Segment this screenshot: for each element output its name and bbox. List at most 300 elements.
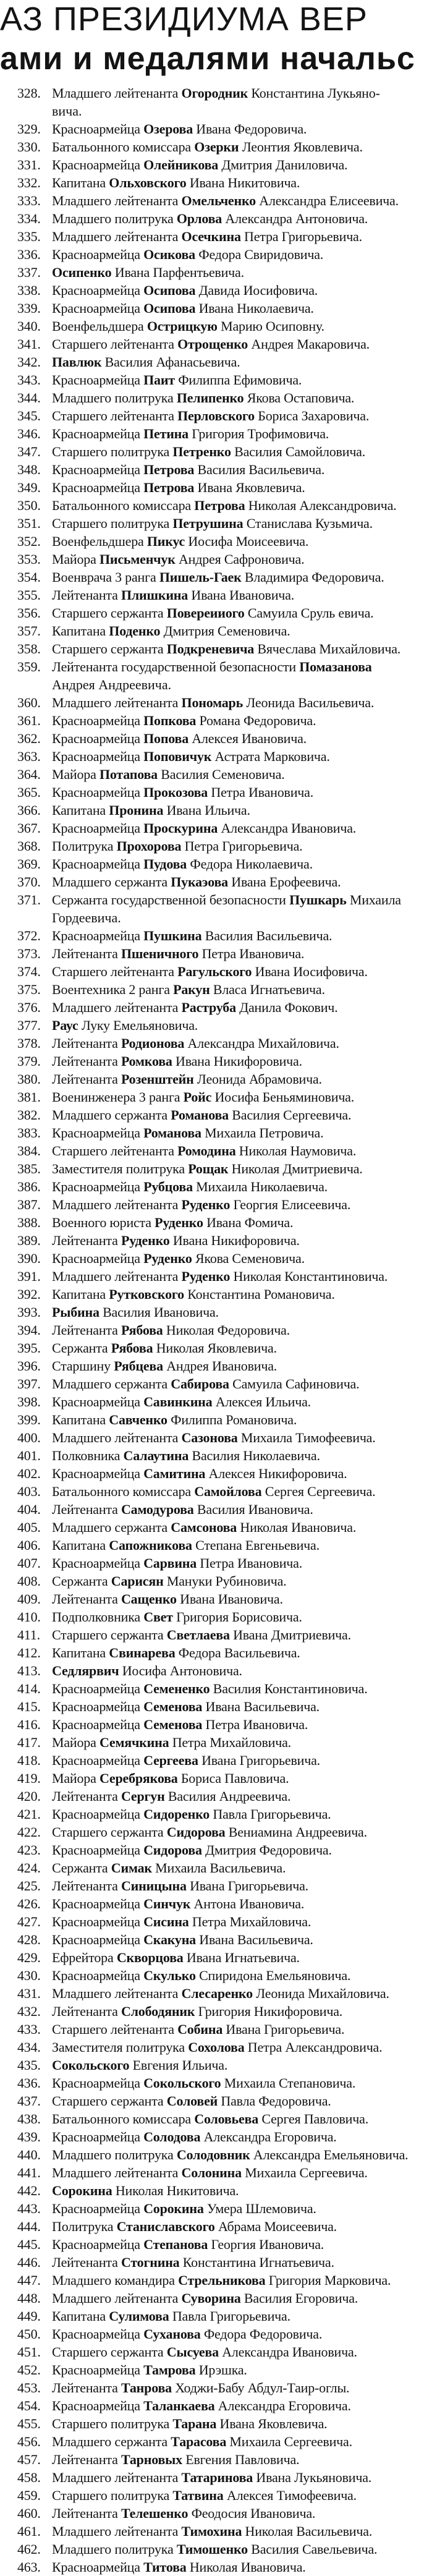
given-names: Ирэшка.	[195, 2362, 247, 2378]
rank-text: Младшего лейтенанта	[52, 193, 182, 208]
given-names: Ивана Ивановича.	[176, 1591, 283, 1607]
surname: Танрова	[121, 2380, 172, 2395]
rank-text: Сержанта	[52, 1340, 111, 1356]
rank-text: Красноармейца	[52, 2237, 144, 2252]
item-text	[52, 2326, 322, 2342]
given-names: Николая Никитовича.	[112, 2183, 239, 2198]
rank-text: Старшего политрука	[52, 2416, 173, 2431]
given-names: Михаила Степановича.	[221, 2075, 356, 2091]
decree-subheading: ами и медалями начальс	[0, 41, 415, 77]
given-names: Леонида Михайловича.	[252, 1986, 389, 2001]
item-text	[52, 713, 316, 728]
given-names: Федора Федоровича.	[200, 2326, 323, 2342]
rank-text: Лейтенанта	[52, 1788, 121, 1804]
given-names: Николая Федоровича.	[163, 1322, 290, 1338]
item-text	[52, 1304, 219, 1320]
given-names: Николая Ивановича.	[186, 2559, 306, 2575]
list-item	[0, 2558, 445, 2576]
item-text	[52, 749, 330, 764]
list-item	[0, 263, 445, 281]
surname: Самойлова	[194, 1484, 262, 1499]
rank-text: Лейтенанта	[52, 2004, 121, 2019]
item-number: 331.	[17, 157, 41, 172]
rank-text: Красноармейца	[52, 2326, 144, 2342]
item-text	[52, 820, 356, 836]
given-names: Николая Ивановича.	[237, 1520, 357, 1535]
given-names: Ивана Ильича.	[163, 802, 250, 818]
item-text	[52, 1555, 302, 1571]
item-number: 403.	[17, 1484, 41, 1499]
item-text	[52, 1717, 308, 1732]
surname: Прохорова	[116, 838, 182, 854]
item-number: 385.	[17, 1161, 41, 1176]
item-number: 454.	[17, 2398, 41, 2413]
given-names: Леонида Абрамовича.	[193, 1071, 322, 1087]
rank-text: Красноармейца	[52, 480, 144, 495]
item-text	[52, 2039, 382, 2055]
item-number: 404.	[17, 1502, 41, 1517]
list-item	[0, 1052, 445, 1070]
given-names: Ивана Григорьевича.	[186, 1878, 308, 1894]
list-item	[0, 1429, 445, 1447]
list-item	[0, 478, 445, 496]
item-text	[52, 1681, 368, 1696]
surname: Отрощенко	[177, 336, 248, 352]
item-text	[52, 856, 313, 872]
item-number: 387.	[17, 1197, 41, 1212]
given-names: Александра Антоновича.	[222, 211, 368, 226]
surname: Осечкина	[181, 229, 241, 244]
item-number: 413.	[17, 1663, 41, 1678]
surname: Руденко	[181, 1269, 231, 1284]
surname: Сидорова	[143, 1842, 202, 1858]
item-text	[52, 1591, 283, 1607]
given-names: Иосифа Антоновича.	[119, 1663, 242, 1678]
surname: Перловского	[177, 408, 255, 423]
item-text	[52, 1770, 289, 1786]
rank-text: Красноармейца	[52, 157, 144, 172]
surname: Пушкина	[143, 928, 202, 943]
given-names: Николая Дмитриевича.	[228, 1161, 363, 1176]
item-number: 353.	[17, 551, 41, 567]
item-number: 459.	[17, 2488, 41, 2503]
list-item	[0, 2200, 445, 2217]
item-number: 378.	[17, 1035, 41, 1051]
list-item	[0, 2289, 445, 2307]
given-names: Александра Михайловича.	[184, 1035, 339, 1051]
item-text	[52, 2093, 331, 2109]
surname: Слесаренко	[181, 1986, 253, 2001]
rank-text: Старшего политрука	[52, 2488, 173, 2503]
surname: Острицкую	[146, 318, 218, 334]
rank-text: Майора	[52, 1770, 100, 1786]
item-number: 388.	[17, 1215, 41, 1230]
rank-text: Старшего лейтенанта	[52, 964, 178, 979]
given-names: Петра Михайловича.	[169, 1735, 291, 1750]
list-item	[0, 1142, 445, 1160]
item-number: 422.	[17, 1824, 41, 1840]
item-number: 354.	[17, 569, 41, 585]
list-item	[0, 1303, 445, 1321]
item-text	[52, 928, 332, 943]
surname: Сазонова	[181, 1430, 238, 1445]
item-text	[52, 1860, 286, 1876]
item-text	[52, 498, 396, 513]
rank-text: Подполковника	[52, 1609, 144, 1625]
rank-text: Красноармейца	[52, 2129, 144, 2145]
rank-text: Военврача 3 ранга	[52, 569, 159, 585]
item-text	[52, 874, 341, 890]
surname: Скулько	[143, 1968, 196, 1983]
rank-text: Батальонного комиссара	[52, 1484, 195, 1499]
item-number: 359.	[17, 659, 41, 674]
item-number: 396.	[17, 1358, 41, 1374]
item-text	[52, 2111, 368, 2127]
rank-text: Красноармейца	[52, 1555, 144, 1571]
item-text	[52, 1197, 350, 1212]
given-names: Михаила Васильевича.	[151, 1860, 286, 1876]
rank-text: Красноармейца	[52, 462, 144, 477]
rank-text: Красноармейца	[52, 1914, 144, 1929]
item-number: 372.	[17, 928, 41, 943]
list-item	[0, 550, 445, 568]
item-number: 358.	[17, 641, 41, 657]
item-number: 405.	[17, 1520, 41, 1535]
list-item	[0, 1931, 445, 1949]
item-text	[52, 1484, 375, 1499]
list-item	[0, 640, 445, 658]
item-text	[52, 731, 307, 746]
surname: Озерки	[194, 139, 239, 155]
rank-text: Красноармейца	[52, 1842, 144, 1858]
list-item	[0, 1447, 445, 1464]
list-item	[0, 1590, 445, 1608]
list-item	[0, 622, 445, 640]
item-number: 435.	[17, 2057, 41, 2073]
item-text	[52, 1627, 351, 1643]
item-number: 356.	[17, 605, 41, 621]
rank-text: Красноармейца	[52, 1932, 144, 1947]
list-item	[0, 1966, 445, 1984]
rank-text: Младшего лейтенанта	[52, 2470, 182, 2485]
item-number: 437.	[17, 2093, 41, 2109]
surname: Попкова	[143, 713, 197, 728]
item-number: 444.	[17, 2219, 41, 2234]
list-item	[0, 2110, 445, 2128]
item-text	[52, 1286, 335, 1302]
list-item	[0, 747, 445, 765]
given-names: Дмитрия Даниловича.	[218, 157, 348, 172]
item-text	[52, 605, 373, 621]
list-item	[0, 1536, 445, 1554]
item-text	[52, 1914, 311, 1929]
list-item	[0, 1644, 445, 1662]
item-text	[52, 2272, 391, 2288]
given-names: Данила Фокович.	[235, 1000, 338, 1015]
list-item	[0, 604, 445, 622]
item-text	[52, 2255, 334, 2270]
list-item	[0, 765, 445, 783]
item-number: 430.	[17, 1968, 41, 1983]
item-number: 447.	[17, 2272, 41, 2288]
item-number: 376.	[17, 1000, 41, 1015]
surname: Олейникова	[143, 157, 219, 172]
item-number: 418.	[17, 1753, 41, 1768]
item-number: 380.	[17, 1071, 41, 1087]
given-names: Иосифа Моисеевича.	[185, 533, 309, 549]
rank-text: Красноармейца	[52, 1806, 144, 1822]
rank-text: Лейтенанта	[52, 1233, 121, 1248]
item-number: 406.	[17, 1537, 41, 1553]
item-number: 411.	[17, 1627, 40, 1643]
surname: Прокозова	[143, 784, 208, 800]
item-text	[52, 1896, 304, 1911]
item-number: 453.	[17, 2380, 41, 2395]
given-names: Ивана Федоровича.	[193, 121, 307, 137]
rank-text: Красноармейца	[52, 731, 144, 746]
list-item	[0, 1787, 445, 1805]
given-names: Павла Федоровича.	[218, 2093, 331, 2109]
given-names: Ивана Григорьевича.	[222, 2021, 345, 2037]
list-item	[0, 1823, 445, 1841]
item-text	[52, 318, 324, 334]
list-item	[0, 2379, 445, 2397]
surname: Пикус	[146, 533, 185, 549]
list-item	[0, 2146, 445, 2164]
list-item	[0, 1608, 445, 1626]
rank-text: Лейтенанта	[52, 1035, 121, 1051]
item-text	[52, 2165, 368, 2180]
given-names: Ивана Васильевича.	[195, 1932, 313, 1947]
list-item	[0, 2217, 445, 2235]
item-text	[52, 390, 354, 406]
item-text	[52, 1878, 308, 1894]
surname: Семенова	[143, 1717, 203, 1732]
rank-text: Полковника	[52, 1448, 124, 1463]
item-text	[52, 2380, 349, 2395]
item-text	[52, 1394, 311, 1409]
surname: Руденко	[121, 1233, 170, 1248]
item-number: 391.	[17, 1269, 41, 1284]
given-names: Ивана Лукьяновича.	[253, 2470, 372, 2485]
rank-text: Младшего сержанта	[52, 2434, 171, 2449]
item-text	[52, 1340, 277, 1356]
surname: Сохолова	[188, 2039, 245, 2055]
rank-text: Сержанта государственной безопасности	[52, 892, 290, 908]
surname: Пушкарь	[289, 892, 347, 908]
item-text	[52, 767, 285, 782]
list-item	[0, 245, 445, 263]
rank-text: Младшего лейтенанта	[52, 1986, 182, 2001]
rank-text: Старшего сержанта	[52, 1824, 167, 1840]
item-text	[52, 2416, 327, 2431]
list-item	[0, 2468, 445, 2486]
list-item	[0, 2540, 445, 2558]
rank-text: Лейтенанта	[52, 1591, 121, 1607]
rank-text: Майора	[52, 551, 100, 567]
list-item	[0, 1662, 445, 1680]
list-item	[0, 1859, 445, 1877]
item-number: 429.	[17, 1950, 41, 1965]
item-number: 436.	[17, 2075, 41, 2091]
given-names: Романа Федоровича.	[196, 713, 316, 728]
given-names: Василия Васильевича.	[194, 462, 325, 477]
given-names: Иосифа Беньяминовича.	[211, 1089, 355, 1105]
surname: Семенова	[143, 1699, 203, 1714]
item-number: 389.	[17, 1233, 41, 1248]
given-names: Федора Васильевича.	[175, 1645, 300, 1660]
list-item	[0, 210, 445, 227]
list-item	[0, 174, 445, 192]
item-text	[52, 2488, 357, 2503]
given-names: Василия Самойловича.	[231, 444, 366, 459]
surname: Рутковского	[109, 1286, 184, 1302]
item-number: 393.	[17, 1304, 41, 1320]
rank-text: Красноармейца	[52, 1466, 144, 1481]
list-item	[0, 1698, 445, 1715]
surname: Соловьева	[194, 2111, 259, 2127]
rank-text: Старшего лейтенанта	[52, 336, 178, 352]
given-names: Василия Николаевича.	[189, 1448, 320, 1463]
given-names: Владимира Федоровича.	[241, 569, 384, 585]
item-text	[52, 1125, 323, 1141]
given-names: Андрея Ивановича.	[163, 1358, 278, 1374]
rank-text: Красноармейца	[52, 426, 144, 441]
item-text	[52, 1932, 313, 1947]
surname: Татаринова	[181, 2470, 253, 2485]
rank-text: Младшего лейтенанта	[52, 2165, 182, 2180]
given-names: Федора Свиридовича.	[195, 247, 324, 262]
item-text	[52, 211, 368, 226]
surname: Пукаэова	[171, 874, 228, 890]
surname: Романова	[171, 1107, 229, 1123]
item-text	[52, 1663, 242, 1678]
item-number: 434.	[17, 2039, 41, 2055]
list-item	[0, 1841, 445, 1859]
given-names: Петра Ивановича.	[208, 784, 314, 800]
given-names: Василия Васильевича.	[201, 928, 333, 943]
item-number: 366.	[17, 802, 41, 818]
list-item	[0, 855, 445, 873]
surname: Свет	[143, 1609, 173, 1625]
item-text	[52, 1322, 290, 1338]
given-names: Петра Ивановича.	[198, 946, 305, 961]
given-names: Василия Ивановича.	[193, 1502, 313, 1517]
given-names: Станислава Кузьмича.	[243, 516, 373, 531]
surname: Рубцова	[143, 1179, 193, 1194]
item-text	[52, 85, 380, 101]
given-names: Василия Константиновича.	[210, 1681, 368, 1696]
item-text	[52, 1161, 363, 1176]
decree-heading: АЗ ПРЕЗИДИУМА ВЕР	[0, 1, 368, 38]
rank-text: Лейтенанта	[52, 1878, 121, 1894]
surname: Осипенко	[52, 265, 112, 280]
list-item	[0, 1267, 445, 1285]
list-item	[0, 1500, 445, 1518]
item-number: 355.	[17, 587, 41, 603]
given-names: Леонтия Яковлевича.	[239, 139, 363, 155]
item-number: 342.	[17, 354, 41, 370]
rank-text: Красноармейца	[52, 300, 144, 316]
rank-text: Младшего лейтенанта	[52, 1430, 182, 1445]
list-item	[0, 1196, 445, 1214]
given-names: Василия Сергеевича.	[228, 1107, 352, 1123]
list-item	[0, 227, 445, 245]
rank-text: Красноармейца	[52, 2075, 144, 2091]
list-item	[0, 2361, 445, 2379]
list-item	[0, 1913, 445, 1931]
rank-text: Лейтенанта	[52, 587, 121, 603]
item-text	[52, 247, 323, 262]
item-text	[52, 1573, 286, 1589]
given-names: Антона Ивановича.	[190, 1896, 305, 1911]
list-item	[0, 2451, 445, 2468]
item-text	[52, 1824, 367, 1840]
item-number: 335.	[17, 229, 41, 244]
given-names: Ивана Николаевича.	[195, 300, 314, 316]
given-names: Александра Елисеевича.	[255, 193, 399, 208]
surname: Паит	[143, 372, 175, 388]
surname: Петрова	[143, 480, 195, 495]
item-number: 375.	[17, 982, 41, 997]
given-names: Константина Романовича.	[184, 1286, 335, 1302]
item-text	[52, 1071, 322, 1087]
surname: Скакуна	[143, 1932, 196, 1947]
item-text	[52, 551, 304, 567]
item-number: 448.	[17, 2290, 41, 2306]
given-names: Дмитрия Семеновича.	[160, 623, 290, 639]
surname: Сидорова	[166, 1824, 226, 1840]
list-item	[0, 317, 445, 335]
item-text	[52, 1537, 320, 1553]
rank-text: Младшего политрука	[52, 2147, 177, 2162]
given-names: Якова Остаповича.	[244, 390, 355, 406]
item-text	[52, 2452, 299, 2467]
item-text	[52, 2147, 408, 2162]
item-text	[52, 2344, 357, 2360]
rank-text: Батальонного комиссара	[52, 139, 195, 155]
item-number: 333.	[17, 193, 41, 208]
item-text	[52, 1788, 290, 1804]
item-text	[52, 480, 305, 495]
item-text	[52, 1179, 328, 1194]
list-item	[0, 2397, 445, 2415]
rank-text: Младшего лейтенанта	[52, 1269, 182, 1284]
given-names: Николая Яковлевича.	[153, 1340, 277, 1356]
list-item	[0, 2504, 445, 2522]
given-names: Ивана Дмитриевича.	[229, 1627, 351, 1643]
rank-text: Младшего командира	[52, 2272, 179, 2288]
list-item	[0, 407, 445, 425]
item-text	[52, 1502, 313, 1517]
list-item	[0, 1877, 445, 1895]
surname: Рагульского	[177, 964, 252, 979]
list-item	[0, 389, 445, 407]
award-list	[0, 84, 445, 2576]
surname: Плишкина	[121, 587, 189, 603]
list-item	[0, 1984, 445, 2002]
rank-text: Майора	[52, 1735, 100, 1750]
item-number: 426.	[17, 1896, 41, 1911]
given-names: Ивана Фомича.	[203, 1215, 294, 1230]
rank-text: Военинженера 3 ранга	[52, 1089, 184, 1105]
surname: Рыбина	[52, 1304, 100, 1320]
item-number: 428.	[17, 1932, 41, 1947]
surname: Савинкина	[143, 1394, 213, 1409]
surname: Сулимова	[109, 2308, 169, 2324]
given-names: Сергея Павловича.	[258, 2111, 368, 2127]
given-names: Мануки Рубиновича.	[163, 1573, 287, 1589]
